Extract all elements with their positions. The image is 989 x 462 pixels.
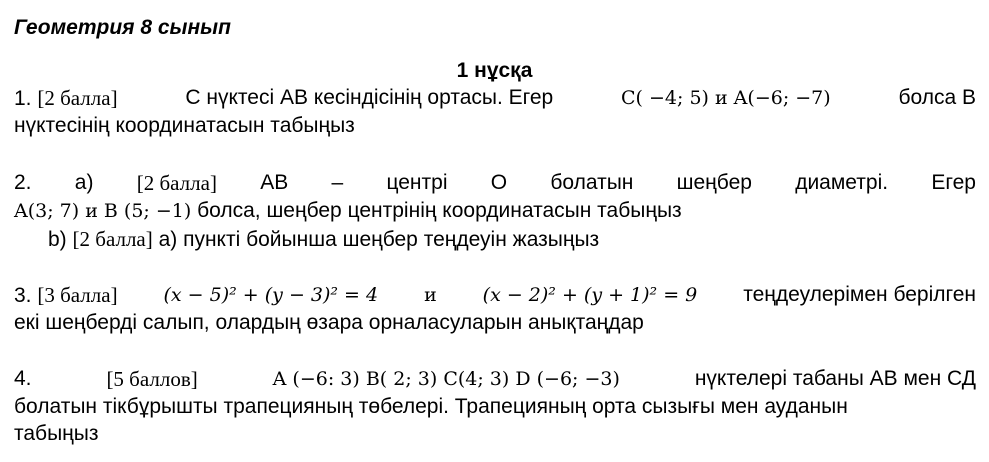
task-2-word: Егер (931, 171, 976, 194)
task-3-line-2: екі шеңберді салып, олардың өзара орналасуларын анықтаңдар (14, 311, 644, 334)
task-4-line-3: табыңыз (14, 422, 99, 445)
task-3-lead (14, 282, 118, 309)
task-4-math: A (−6: 3) B( 2; 3) C(4; 3) D (−6; −3) (272, 368, 620, 390)
task-4-number: 4. (14, 367, 32, 390)
task-2-points-b: [2 балла] (72, 227, 153, 251)
task-3-conjunction: и (424, 284, 437, 306)
task-3-number: 3. (14, 284, 32, 307)
variant-heading: 1 нұсқа (456, 59, 533, 82)
task-2-part-b-label: b) (48, 228, 67, 251)
task-4-line-1 (14, 366, 976, 392)
task-2-text: болса, шеңбер центрінің координатасын табыңыз (191, 199, 682, 222)
task-2-line-2 (14, 198, 682, 224)
task-3-points: [3 балла] (37, 283, 118, 307)
task-2-math: A(3; 7) и B (5; −1) (14, 200, 192, 222)
task-2-word: болатын (550, 171, 634, 194)
task-2-number: 2. (14, 171, 32, 194)
worksheet-title: Геометрия 8 сынып (14, 16, 231, 39)
task-1-math: C( −4; 5) и A(−6; −7) (621, 87, 831, 109)
task-2-word: шеңбер (676, 171, 752, 194)
task-1-line-2: нүктесінің координатасын табыңыз (14, 114, 355, 137)
task-1-line-1 (14, 85, 976, 112)
task-4-text: нүктелері табаны АВ мен СД (694, 367, 976, 390)
task-1-points: [2 балла] (37, 86, 118, 110)
task-2-word: – (331, 171, 344, 194)
task-1-text-a: С нүктесі АВ кесіндісінің ортасы. Егер (185, 86, 554, 109)
task-2-word: О (490, 171, 508, 194)
task-2-word: диаметрі. (795, 171, 889, 194)
task-3-equation-1: (x − 5)² + (y − 3)² = 4 (163, 284, 379, 306)
task-3-line-1 (14, 282, 976, 309)
task-2-line-1 (14, 170, 976, 196)
task-4-points: [5 баллов] (106, 367, 198, 391)
task-2-word: АВ (260, 171, 289, 194)
task-2-part-b-text: а) пункті бойынша шеңбер теңдеуін жазыңыз (152, 228, 600, 251)
task-2-word: центрі (386, 171, 448, 194)
task-1-lead (14, 85, 118, 112)
task-4-line-2: болатын тікбұрышты трапецияның төбелері. Трапецияның орта сызығы мен ауданын (14, 395, 848, 418)
task-2-points-a: [2 балла] (136, 171, 217, 195)
task-3-text: теңдеулерімен берілген (743, 283, 976, 306)
task-2-line-3 (48, 226, 599, 253)
task-1-number: 1. (14, 87, 32, 110)
task-2-part-a-label: a) (74, 171, 94, 194)
task-1-text-b: болса В (898, 86, 976, 109)
task-3-equation-2: (x − 2)² + (y + 1)² = 9 (482, 284, 698, 306)
